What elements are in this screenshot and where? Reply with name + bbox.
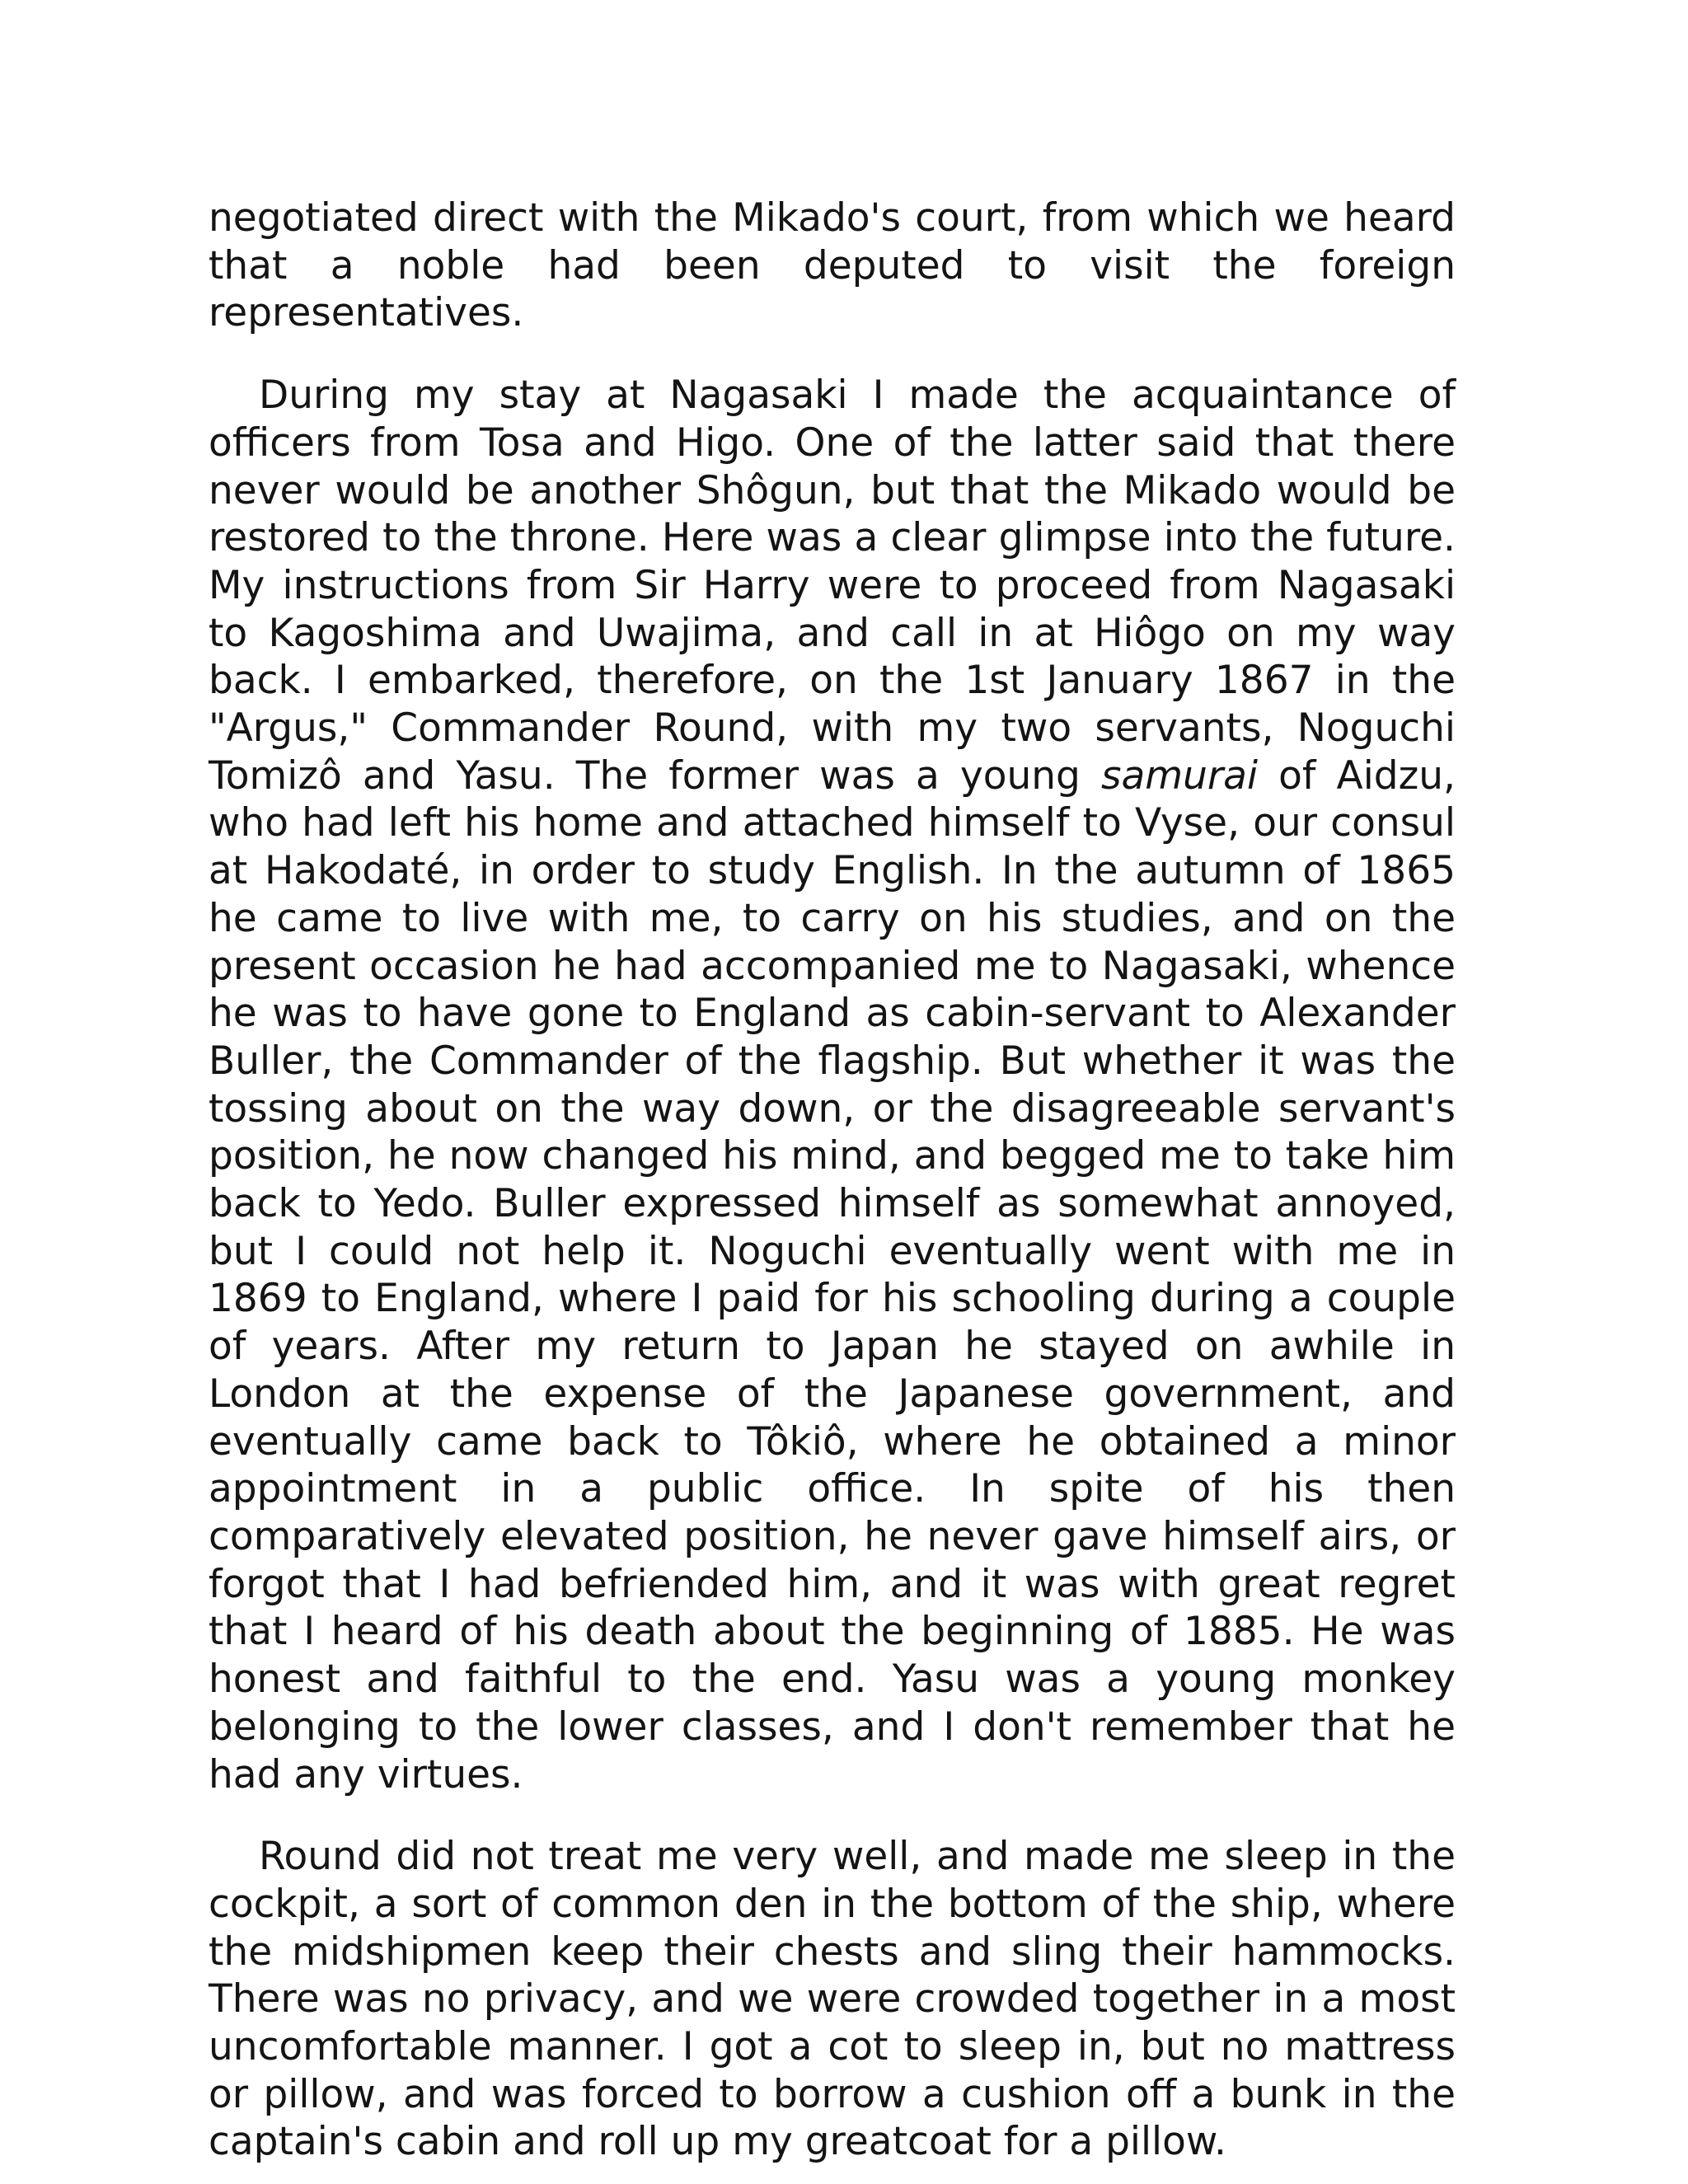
- paragraph-3: [209, 1833, 1456, 2166]
- paragraph-1-text: negotiated direct with the Mikado's court, from which we heard that a noble had been deputed to visit the foreign representatives.: [209, 195, 1456, 336]
- paragraph-2-text-start: During my stay at Nagasaki I made the acquaintance of officers from Tosa and Higo. One of the latter said that there never would be another Shôgun, but that the Mikado would be restored to the throne. Here was a clear glimpse into the future. My instructions from Sir Harry were to proceed from Nagasaki to Kagoshima and Uwajima, and call in at Hiôgo on my way back. I embarked, therefore, on the 1st January 1867 in the "Argus," Commander Round, with my two servants, Noguchi Tomizô and Yasu. The former was a young: [209, 373, 1456, 799]
- paragraph-2: [209, 372, 1456, 1798]
- paragraph-1: [209, 194, 1456, 337]
- body-text: [209, 194, 1456, 2166]
- paragraph-3-text: Round did not treat me very well, and made me sleep in the cockpit, a sort of common den in the bottom of the ship, where the midshipmen keep their chests and sling their hammocks. There was no privacy, and we were crowded together in a most uncomfortable manner. I got a cot to sleep in, but no mattress or pillow, and was forced to borrow a cushion off a bunk in the captain's cabin and roll up my greatcoat for a pillow.: [209, 1834, 1456, 2165]
- paragraph-2-text-end: of Aidzu, who had left his home and attached himself to Vyse, our consul at Hakodaté, in order to study English. In the autumn of 1865 he came to live with me, to carry on his studies, and on the present occasion he had accompanied me to Nagasaki, whence he was to have gone to England as cabin-servant to Alexander Buller, the Commander of the flagship. But whether it was the tossing about on the way down, or the disagreeable servant's position, he now changed his mind, and begged me to take him back to Yedo. Buller expressed himself as somewhat annoyed, but I could not help it. Noguchi eventually went with me in 1869 to England, where I paid for his schooling during a couple of years. After my return to Japan he stayed on awhile in London at the expense of the Japanese government, and eventually came back to Tôkiô, where he obtained a minor appointment in a public office. In spite of his then comparatively elevated position, he never gave himself airs, or forgot that I had befriended him, and it was with great regret that I heard of his death about the beginning of 1885. He was honest and faithful to the end. Yasu was a young monkey belonging to the lower classes, and I don't remember that he had any virtues.: [209, 752, 1456, 1797]
- italic-term: samurai: [1101, 752, 1259, 799]
